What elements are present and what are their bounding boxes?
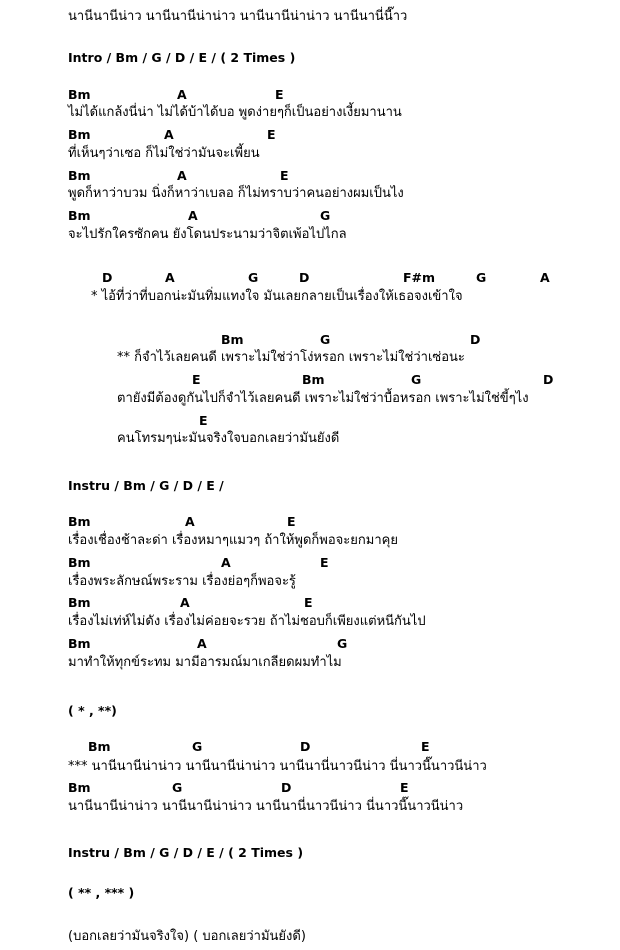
chord-label: Bm	[68, 127, 91, 142]
lyric-line: พูดก็หาว่าบวม นิ่งก็หาว่าเบลอ ก็ไม่ทราบว่าคนอย่างผมเป็นไง	[68, 186, 404, 201]
instru-line-1: Instru / Bm / G / D / E /	[68, 478, 224, 493]
chord-label: Bm	[88, 739, 111, 754]
chord-label: Bm	[68, 595, 91, 610]
chord-label: G	[337, 636, 348, 651]
chord-label: A	[188, 208, 198, 223]
chord-label: G	[476, 270, 487, 285]
lyric-line: มาทำให้ทุกข์ระทม มามีอารมณ์มาเกลียดผมทำไม	[68, 655, 342, 670]
chord-label: D	[300, 739, 311, 754]
chord-label: D	[470, 332, 481, 347]
chord-label: E	[320, 555, 329, 570]
chord-label: Bm	[302, 372, 325, 387]
chord-label: A	[197, 636, 207, 651]
chord-label: E	[192, 372, 201, 387]
lyric-line: จะไปรักใครซักคน ยังโดนประนามว่าจิตเพ้อไปไกล	[68, 227, 347, 242]
chord-label: Bm	[68, 555, 91, 570]
instru-line-2: Instru / Bm / G / D / E / ( 2 Times )	[68, 845, 304, 860]
chord-label: E	[400, 780, 409, 795]
lyric-line: ** ก็จำไว้เลยคนดี เพราะไม่ใช่ว่าโง่หรอก เพราะไม่ใช่ว่าเซ่อนะ	[117, 350, 465, 365]
intro-line: Intro / Bm / G / D / E / ( 2 Times )	[68, 50, 296, 65]
chord-label: E	[199, 413, 208, 428]
chord-label: Bm	[68, 168, 91, 183]
title-line: นานีนานีน่าว นานีนานีน่าน่าว นานีนานีน่าน่าว นานีนานี่นี๊าว	[68, 9, 408, 24]
lyric-line: * ไอ้ที่ว่าที่บอกน่ะมันทิ่มแทงใจ มันเลยกลายเป็นเรื่องให้เธอจงเข้าใจ	[91, 289, 463, 304]
chord-label: Bm	[68, 87, 91, 102]
chord-label: A	[540, 270, 550, 285]
chord-label: D	[299, 270, 310, 285]
chord-label: D	[102, 270, 113, 285]
chord-label: G	[172, 780, 183, 795]
lyric-line: ที่เห็นๆว่าเซอ ก็ไม่ใช่ว่ามันจะเพี้ยน	[68, 146, 260, 161]
chord-label: G	[320, 332, 331, 347]
lyric-line: เรื่องไม่เท่ห์ไม่ดัง เรื่องไม่ค่อยจะรวย ถ้าไม่ชอบก็เพียงแต่หนีกันไป	[68, 614, 426, 629]
repeat-marker-1: ( * , **)	[68, 703, 117, 718]
chord-label: A	[165, 270, 175, 285]
chord-label: G	[411, 372, 422, 387]
lyric-line: นานีนานีน่าน่าว นานีนานีน่าน่าว นานีนานี่นาวนีน่าว นี่นาวนี๊นาวนีน่าว	[68, 799, 464, 814]
chord-label: E	[304, 595, 313, 610]
chord-label: F#m	[403, 270, 436, 285]
lyric-line: *** นานีนานีน่าน่าว นานีนานีน่าน่าว นานีนานี่นาวนีน่าว นี่นาวนี๊นาวนีน่าว	[68, 759, 487, 774]
lyric-line: คนโทรมๆน่ะมันจริงใจบอกเลยว่ามันยังดี	[117, 431, 340, 446]
repeat-marker-2: ( ** , *** )	[68, 885, 135, 900]
chord-label: Bm	[68, 208, 91, 223]
chord-label: A	[180, 595, 190, 610]
chord-label: G	[192, 739, 203, 754]
chord-label: E	[280, 168, 289, 183]
chord-label: E	[421, 739, 430, 754]
chord-label: E	[267, 127, 276, 142]
ending-line: (บอกเลยว่ามันจริงใจ) ( บอกเลยว่ามันยังดี)	[68, 929, 306, 944]
chord-label: Bm	[68, 780, 91, 795]
chord-label: A	[177, 168, 187, 183]
chord-label: A	[164, 127, 174, 142]
chord-label: Bm	[68, 514, 91, 529]
lyric-line: ไม่ได้แกล้งนี่น่า ไม่ได้บ้าได้บอ พูดง่ายๆก็เป็นอย่างเงี้ยมานาน	[68, 105, 402, 120]
chord-label: Bm	[221, 332, 244, 347]
chord-label: E	[275, 87, 284, 102]
lyric-line: เรื่องพระลักษณ์พระราม เรื่องย่อๆก็พอจะรู้	[68, 574, 296, 589]
chord-label: A	[177, 87, 187, 102]
chord-label: D	[281, 780, 292, 795]
chord-label: E	[287, 514, 296, 529]
lyric-line: เรื่องเชื่องช้าละด่า เรื่องหมาๆแมวๆ ถ้าให้พูดก็พอจะยกมาคุย	[68, 533, 398, 548]
lyric-line: ตายังมีต้องดูกันไปก็จำไว้เลยคนดี เพราะไม่ใช่ว่าบื้อหรอก เพราะไม่ใช่ขี้ๆไง	[117, 391, 529, 406]
chord-label: Bm	[68, 636, 91, 651]
chord-label: G	[248, 270, 259, 285]
chord-label: G	[320, 208, 331, 223]
chord-label: A	[185, 514, 195, 529]
chord-label: A	[221, 555, 231, 570]
chord-label: D	[543, 372, 554, 387]
